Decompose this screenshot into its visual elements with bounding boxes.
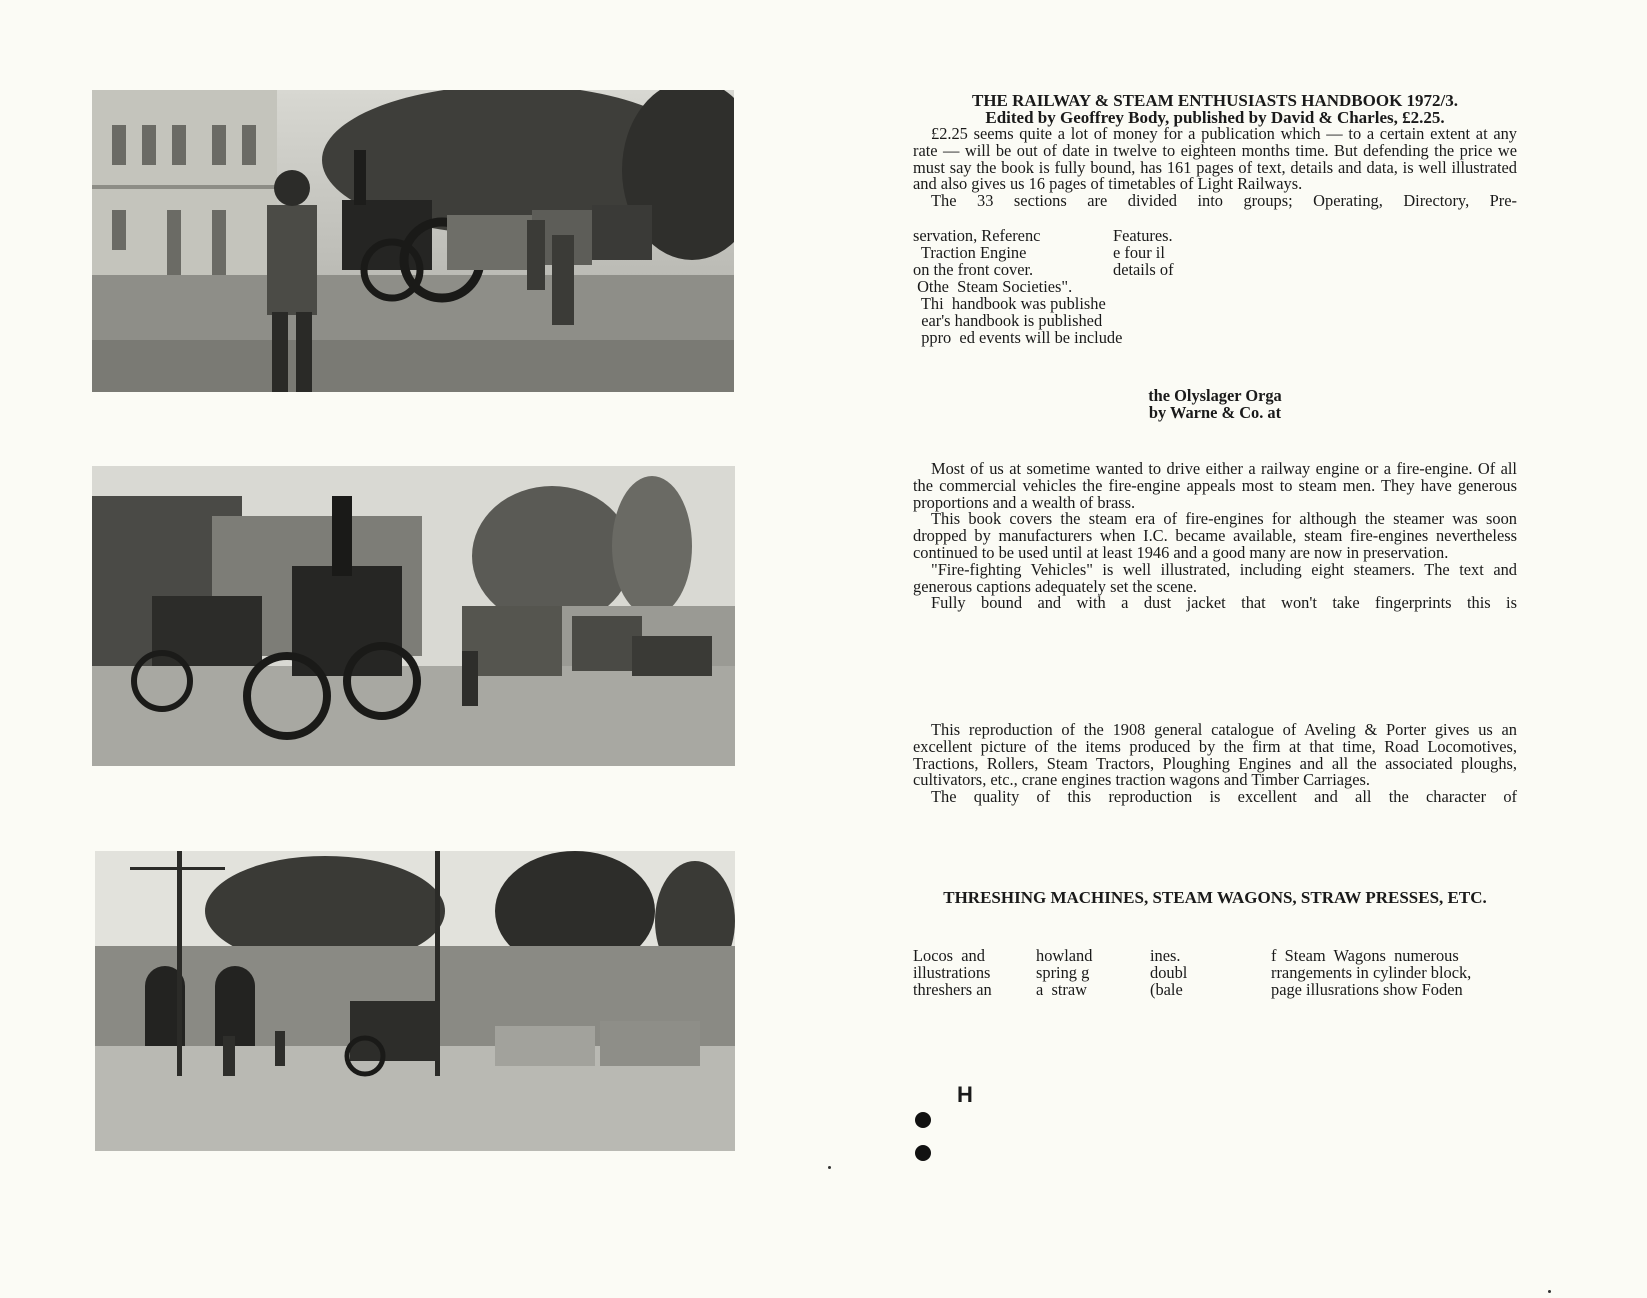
fragment-text: threshers an <box>913 980 992 999</box>
fragment-text: Features. <box>1113 226 1173 245</box>
fragment-text: page illusrations show Foden <box>1271 980 1463 999</box>
review-paragraph: £2.25 seems quite a lot of money for a publication which — to a certain extent at any rate — will be out of date in twelve to eighteen months time. But defending the price we must say the book is fully bound, has 161 pages of text, details and data, is well illustrated and also gives us 16 pages of timetables of Light Railways. <box>913 124 1517 194</box>
speck-mark <box>1548 1290 1551 1293</box>
review-paragraph: "Fire-fighting Vehicles" is well illustrated, including eight steamers. The text and generous captions adequately set the scene. <box>913 559 1517 596</box>
review-threshing-heading <box>913 890 1517 907</box>
review-title: THRESHING MACHINES, STEAM WAGONS, STRAW PRESSES, ETC. <box>943 888 1487 907</box>
review-fire-fighting-heading <box>913 388 1517 422</box>
fragment-text: servation, Referenc <box>913 226 1041 245</box>
bullet-dot-icon <box>915 1145 931 1161</box>
fragment-text: details of <box>1113 260 1174 279</box>
fragment-text: spring g <box>1036 963 1090 982</box>
bullet-dot-icon <box>915 1112 931 1128</box>
fragment-text: e four il <box>1113 243 1165 262</box>
fragment-text: howland <box>1036 946 1093 965</box>
fragment-text: ines. <box>1150 946 1181 965</box>
photo-traction-engines-loading <box>92 466 735 766</box>
fragment-text: on the front cover. <box>913 260 1034 279</box>
review-threshing-fragments <box>913 948 1517 999</box>
review-heading: the Olyslager Orga <box>1148 386 1282 405</box>
review-paragraph: This book covers the steam era of fire-engines for although the steamer was soon dropped by manufacturers when I.C. became available, steam fire-engines nevertheless continued to be used until at least 1946 and a good many are now in preservation. <box>913 509 1517 562</box>
fragment-text: ear's handbook is published <box>913 311 1103 330</box>
review-byline: Edited by Geoffrey Body, published by David & Charles, £2.25. <box>985 108 1445 127</box>
fragment-text: ppro ed events will be include <box>913 328 1123 347</box>
fragment-text: illustrations <box>913 963 991 982</box>
fragment-text: Locos and <box>913 946 985 965</box>
fragment-text: a straw <box>1036 980 1087 999</box>
review-paragraph: The quality of this reproduction is excellent and all the character of <box>931 787 1517 807</box>
fragment-text: f Steam Wagons numerous <box>1271 946 1459 965</box>
speck-mark <box>828 1166 831 1169</box>
review-paragraph: The 33 sections are divided into groups; Operating, Directory, Pre- <box>931 191 1517 211</box>
fragment-block <box>913 228 1517 347</box>
letter-h-mark: H <box>957 1082 973 1107</box>
fragment-text: Othe Steam Societies". <box>913 277 1073 296</box>
review-railway-handbook <box>913 92 1517 210</box>
photo-engines-wagons-archway <box>95 851 735 1151</box>
fragment-text: Thi handbook was publishe <box>913 294 1106 313</box>
review-heading: by Warne & Co. at <box>1148 402 1282 422</box>
fragment-row <box>913 330 1517 347</box>
review-title: THE RAILWAY & STEAM ENTHUSIASTS HANDBOOK 1972/3. <box>971 91 1459 110</box>
review-paragraph: Fully bound and with a dust jacket that won't take fingerprints this is <box>931 593 1517 613</box>
fragment-text: rrangements in cylinder block, <box>1271 963 1472 982</box>
review-paragraph: Most of us at sometime wanted to drive either a railway engine or a fire-engine. Of all the commercial vehicles the fire-engine appeals most to steam men. They have generous proportions and a wealth of brass. <box>913 459 1517 512</box>
review-aveling-porter <box>913 722 1517 806</box>
review-paragraph: This reproduction of the 1908 general catalogue of Aveling & Porter gives us an excellent picture of the items produced by the firm at that time, Road Locomotives, Tractions, Rollers, Steam Tractors, Ploughing Engines and all the associated ploughs, cultivators, etc., crane engines traction wagons and Timber Carriages. <box>913 720 1517 790</box>
fragment-text: Traction Engine <box>913 243 1027 262</box>
fragment-text: doubl <box>1150 963 1188 982</box>
review-fire-fighting-body <box>913 461 1517 612</box>
fragment-text: (bale <box>1150 980 1183 999</box>
photo-soldiers-traction-engine-street <box>92 90 734 392</box>
fragment-row <box>913 982 1517 999</box>
